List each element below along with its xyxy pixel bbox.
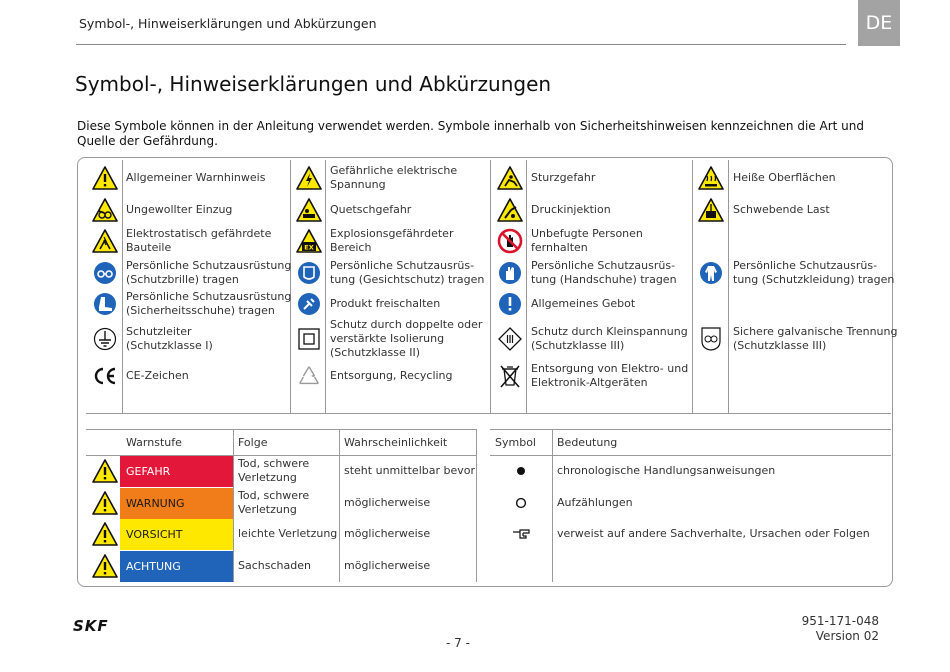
symbol-label: Persönliche Schutzausrüstung (Sicherheitsschuhe) tragen [126,290,292,317]
grid-divider [325,160,326,414]
table-col-divider [476,429,477,582]
grid-divider [692,160,693,414]
symbol-label: Sichere galvanische Trennung (Schutzklasse III) [733,325,898,352]
general-warning-icon [92,165,118,191]
filled-bullet-icon [508,458,534,484]
consequence-cell: Tod, schwere Verletzung [238,457,310,484]
levels-header-folge: Folge [238,436,268,449]
table-col-divider [339,429,340,582]
grid-divider [526,160,527,414]
grid-divider [490,160,491,414]
general-warning-icon [92,458,118,484]
levels-header-wahrscheinlichkeit: Wahrscheinlichkeit [344,436,448,449]
symbol-label: Heiße Oberflächen [733,171,836,184]
page-title: Symbol-, Hinweiserklärungen und Abkürzungen [75,72,552,96]
levels-header-warnstufe: Warnstufe [126,436,182,449]
eye-protection-icon [92,260,118,286]
pressure-injection-icon [497,197,523,223]
general-warning-icon [92,553,118,579]
meaning-cell: chronologische Handlungsanweisungen [557,464,776,477]
language-tab: DE [858,0,900,46]
fall-hazard-icon [497,165,523,191]
symbol-label: Persönliche Schutzausrüs- tung (Gesichtschutz) tragen [330,259,485,286]
hollow-bullet-icon [508,490,534,516]
table-top-line [490,429,891,430]
symbol-label: Persönliche Schutzausrüs- tung (Handschuhe) tragen [531,259,677,286]
warning-level-band: WARNUNG [120,488,233,519]
ce-mark-icon [92,363,118,389]
explosive-atmosphere-icon [296,228,322,254]
meaning-cell: verweist auf andere Sachverhalte, Ursachen oder Folgen [557,527,870,540]
protective-earth-icon [92,326,118,352]
hot-surface-icon [698,165,724,191]
symbol-label: Quetschgefahr [330,203,412,216]
page-number: - 7 - [446,636,470,650]
grid-divider [290,160,291,414]
safety-extra-low-voltage-icon [497,326,523,352]
symbol-label: Schwebende Last [733,203,830,216]
weee-bin-icon [497,363,523,389]
warning-level-band: GEFAHR [120,456,233,487]
meaning-header-bedeutung: Bedeutung [557,436,618,449]
probability-cell: möglicherweise [344,527,431,540]
general-warning-icon [92,521,118,547]
symbol-label: Persönliche Schutzausrüs- tung (Schutzkleidung) tragen [733,259,895,286]
table-col-divider [552,429,553,582]
symbol-label: Explosionsgefährdeter Bereich [330,227,454,254]
electrical-hazard-icon [296,165,322,191]
header-divider [76,44,846,45]
warning-level-band: VORSICHT [120,519,233,550]
symbol-label: CE-Zeichen [126,369,189,382]
protective-clothing-icon [698,260,724,286]
intro-text: Diese Symbole können in der Anleitung verwendet werden. Symbole innerhalb von Sicherheitshinweisen kennzeichnen die Art und Quelle der Gefährdung. [77,119,864,148]
symbol-label: Schutz durch doppelte oder verstärkte Isolierung (Schutzklasse II) [330,318,483,359]
document-number [802,614,879,644]
table-top-line [86,429,476,430]
recycling-icon [296,363,322,389]
skf-logo: SKF [73,617,109,635]
crush-hazard-icon [296,197,322,223]
symbol-label: Ungewollter Einzug [126,203,233,216]
table-header-line [490,455,891,456]
double-insulation-icon [296,326,322,352]
consequence-cell: Sachschaden [238,559,311,572]
grid-divider [728,160,729,414]
warning-level-band: ACHTUNG [120,551,233,582]
symbol-label: Druckinjektion [531,203,611,216]
table-col-divider [233,429,234,582]
symbol-label: Schutzleiter (Schutzklasse I) [126,325,213,352]
symbol-label: Unbefugte Personen fernhalten [531,227,643,254]
symbol-label: Schutz durch Kleinspannung (Schutzklasse III) [531,325,688,352]
mandatory-action-icon [497,291,523,317]
galvanic-isolation-icon [698,326,724,352]
consequence-cell: Tod, schwere Verletzung [238,489,310,516]
symbol-label: Entsorgung, Recycling [330,369,453,382]
probability-cell: steht unmittelbar bevor [344,464,476,477]
probability-cell: möglicherweise [344,559,431,572]
no-unauthorized-icon [497,228,523,254]
probability-cell: möglicherweise [344,496,431,509]
doc-version-text: Version 02 [815,629,879,643]
consequence-cell: leichte Verletzung [238,527,338,540]
pointing-hand-icon [508,521,534,547]
safety-shoes-icon [92,291,118,317]
symbol-label: Produkt freischalten [330,297,441,310]
symbol-label: Entsorgung von Elektro- und Elektronik-Altgeräten [531,362,689,389]
symbol-label: Allgemeiner Warnhinweis [126,171,266,184]
general-warning-icon [92,490,118,516]
entanglement-warning-icon [92,197,118,223]
header-title: Symbol-, Hinweiserklärungen und Abkürzungen [79,16,377,31]
grid-divider [122,160,123,414]
svg-text:EX: EX [304,243,314,252]
meaning-cell: Aufzählungen [557,496,633,509]
symbol-label: Allgemeines Gebot [531,297,636,310]
disconnect-icon [296,291,322,317]
symbol-label: Persönliche Schutzausrüstung (Schutzbrille) tragen [126,259,292,286]
meaning-header-symbol: Symbol [495,436,536,449]
gloves-icon [497,260,523,286]
symbol-label: Gefährliche elektrische Spannung [330,164,458,191]
symbol-label: Sturzgefahr [531,171,596,184]
face-shield-icon [296,260,322,286]
doc-number-text: 951-171-048 [801,614,879,628]
electrostatic-warning-icon [92,228,118,254]
section-divider [86,413,891,414]
symbol-label: Elektrostatisch gefährdete Bauteile [126,227,272,254]
suspended-load-icon [698,197,724,223]
